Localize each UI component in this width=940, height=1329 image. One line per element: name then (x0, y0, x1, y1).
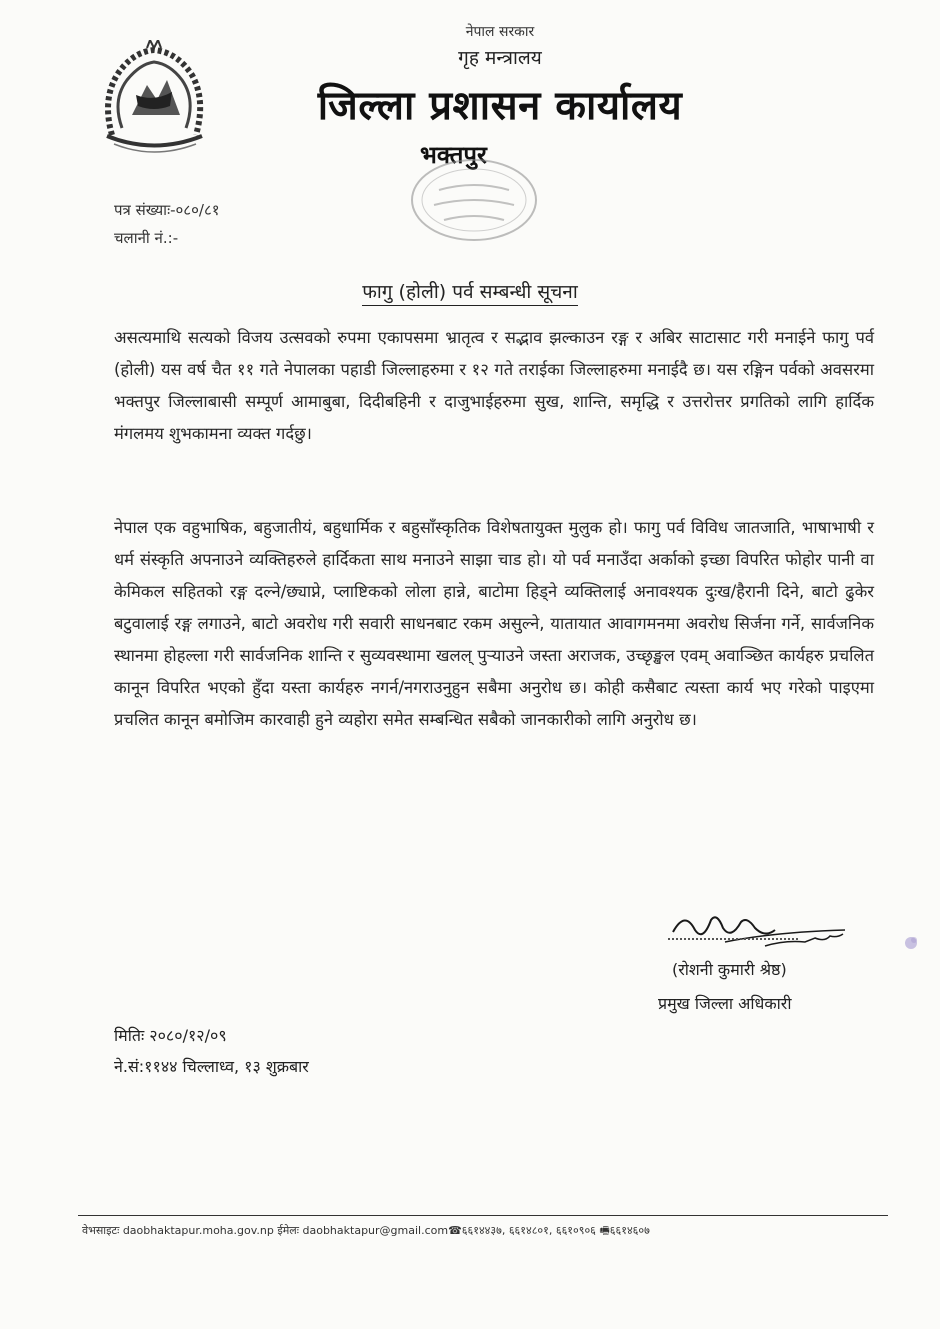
date-line: मितिः २०८०/१२/०९ (114, 1026, 227, 1045)
subject-text: फागु (होली) पर्व सम्बन्धी सूचना (362, 281, 578, 306)
email-link[interactable]: daobhaktapur@gmail.com (302, 1224, 449, 1237)
office-stamp-icon (404, 150, 544, 250)
email-label: ईमेलः (277, 1224, 299, 1237)
notice-subject (0, 278, 940, 304)
signature-line (668, 938, 798, 940)
signature-icon (655, 902, 855, 957)
ink-smudge-icon (900, 932, 922, 954)
phone-numbers: ☎६६१४४३७, ६६१४८०१, ६६१०९०६ (448, 1224, 596, 1237)
website-label: वेभसाइटः (82, 1224, 120, 1237)
dispatch-number: चलानी नं.:- (114, 229, 179, 247)
fax-number: 🖷६६१४६०७ (599, 1224, 650, 1237)
footer-contact (82, 1222, 902, 1241)
letter-number: पत्र संख्याः-०८०/८१ (114, 201, 220, 219)
signatory-name: (रोशनी कुमारी श्रेष्ठ) (672, 960, 787, 979)
body-paragraph-2: नेपाल एक वहुभाषिक, बहुजातीयं, बहुधार्मिक र बहुसाँस्कृतिक विशेषतायुक्त मुलुक हो। फागु पर्व विविध जातजाति, भाषाभाषी र धर्म संस्कृति अपनाउने व्यक्तिहरुले हार्दिकता साथ मनाउने साझा चाड हो। यो पर्व मनाउँदा अर्काको इच्छा विपरित फोहोर पानी वा केमिकल सहितको रङ्ग दल्ने/छ्याप्ने, प्लाष्टिकको लोला हान्ने, बाटोमा हिड्ने व्यक्तिलाई अनावश्यक दुःख/हैरानी दिने, बाटो ढुकेर बटुवालाई रङ्ग लगाउने, बाटो अवरोध गरी सवारी साधनबाट रकम असुल्ने, यातायात आवागमनमा अवरोध सिर्जना गर्ने, सार्वजनिक स्थानमा होहल्ला गरी सार्वजनिक शान्ति र सुव्यवस्थामा खलल् पुऱ्याउने जस्ता अराजक, उच्छृङ्खल एवम् अवाञ्छित कार्यहरु प्रचलित कानून विपरित भएको हुँदा यस्ता कार्यहरु नगर्न/नगराउनुहुन सबैमा अनुरोध छ। कोही कसैबाट त्यस्ता कार्य भए गरेको पाइएमा प्रचलित कानून बमोजिम कारवाही हुने व्यहोरा समेत सम्बन्धित सबैको जानकारीको लागि अनुरोध छ। (114, 518, 874, 729)
signatory-title: प्रमुख जिल्ला अधिकारी (658, 994, 792, 1013)
website-link[interactable]: daobhaktapur.moha.gov.np (122, 1224, 274, 1237)
body-paragraph-1: असत्यमाथि सत्यको विजय उत्सवको रुपमा एकापसमा भ्रातृत्व र सद्भाव झल्काउन रङ्ग र अबिर साटासाट गरी मनाईने फागु पर्व (होली) यस वर्ष चैत ११ गते नेपालका पहाडी जिल्लाहरुमा र १२ गते तराईका जिल्लाहरुमा मनाईदै छ। यस रङ्गिन पर्वको अवसरमा भक्तपुर जिल्लाबासी सम्पूर्ण आमाबुबा, दिदीबहिनी र दाजुभाईहरुमा सुख, शान्ति, समृद्धि र उत्तरोत्तर प्रगतिको लागि हार्दिक मंगलमय शुभकामना व्यक्त गर्दछु। (114, 328, 874, 443)
footer-divider (78, 1215, 888, 1216)
ministry-name: गृह मन्त्रालय (458, 47, 542, 69)
office-name: जिल्ला प्रशासन कार्यालय (317, 83, 683, 129)
nepal-sambat-date: ने.सं:११४४ चिल्लाध्व, १३ शुक्रबार (114, 1057, 309, 1076)
government-name: नेपाल सरकार (465, 24, 535, 40)
district-name: भक्तपुर (420, 141, 487, 169)
